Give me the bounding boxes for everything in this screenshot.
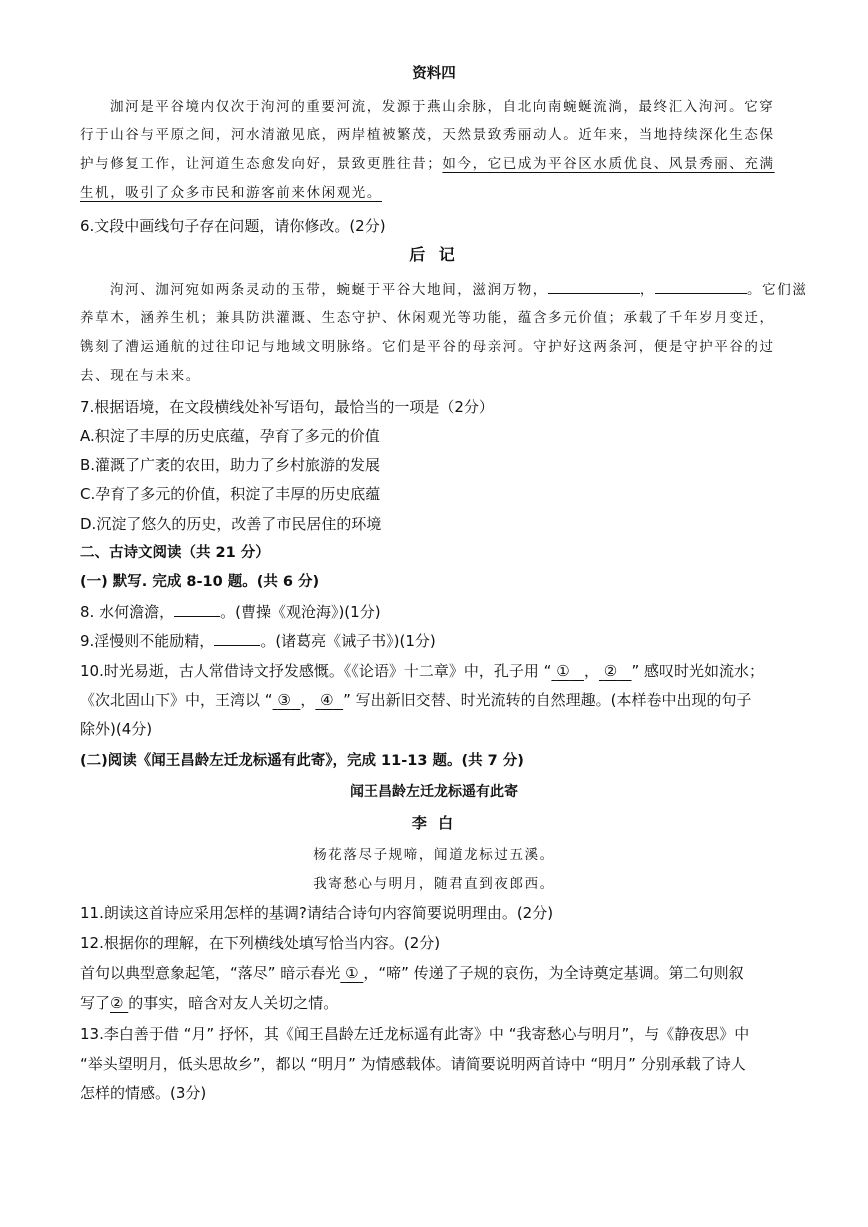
blank-marker: ② [603,662,618,680]
answer-blank-2[interactable] [110,994,128,1012]
section-1-title: (一) 默写. 完成 8-10 题。(共 6 分) [80,574,320,590]
afterword-paragraph-line: 养草木，涵养生机；兼具防洪灌溉、生态守护、休闲观光等功能，蕴含多元价值；承载了千年岁月变迁， [80,310,775,326]
material4-paragraph-line: 行于山谷与平原之间，河水清澈见底，两岸植被繁茂，天然景致秀丽动人。近年来，当地持续深化生态保 [80,127,775,143]
q9-text: 9.淫慢则不能励精， [80,632,215,650]
question-12-stem: 12.根据你的理解，在下列横线处填写恰当内容。(2分) [80,934,441,952]
option-b[interactable]: B.灌溉了广袤的农田，助力了乡村旅游的发展 [80,456,381,474]
q12-text: 的事实，暗含对友人关切之情。 [128,994,339,1012]
q10-text: ” 感叹时光如流水； [631,662,765,680]
blank-marker: ① [556,662,570,680]
q9-text: 。(诸葛亮《诫子书》)(1分) [260,632,436,650]
material4-heading: 资料四 [412,66,456,82]
answer-blank-4[interactable] [315,691,343,709]
answer-blank-3[interactable] [273,691,301,709]
q12-text: ，“啼” 传递了子规的哀伤，为全诗奠定基调。第二句则叙 [363,964,744,982]
answer-blank-1[interactable] [551,662,584,680]
question-7-stem: 7.根据语境，在文段横线处补写语句，最恰当的一项是（2分） [80,398,494,416]
answer-blank-1[interactable] [340,964,363,982]
q12-text: 写了 [80,994,111,1012]
afterword-paragraph-line: 镌刻了漕运通航的过往印记与地域文明脉络。它们是平谷的母亲河。守护好这两条河，便是守护平谷的过 [80,339,775,355]
poem-author: 李 白 [411,814,457,832]
option-a[interactable]: A.积淀了丰厚的历史底蕴，孕育了多元的价值 [80,427,380,445]
q10-text: 《次北固山下》中，王湾以 “ [80,691,273,709]
poem-line-1: 杨花落尽子规啼，闻道龙标过五溪。 [313,847,555,863]
question-13-line: “举头望明月，低头思故乡”，都以 “明月” 为情感载体。请简要说明两首诗中 “明月” 分别承载了诗人 [80,1055,746,1073]
answer-blank[interactable] [174,602,220,617]
poem-title: 闻王昌龄左迁龙标遥有此寄 [350,784,518,800]
afterword-paragraph-line [110,279,820,300]
question-13-line: 13.李白善于借 “月” 抒怀，其《闻王昌龄左迁龙标遥有此寄》中 “我寄愁心与明月”，与《静夜思》中 [80,1025,750,1043]
question-10-line: 除外)(4分) [80,720,153,738]
material4-paragraph-line: 泇河是平谷境内仅次于泃河的重要河流，发源于燕山余脉，自北向南蜿蜒流淌，最终汇入泃河。它穿 [110,99,775,115]
blank-marker: ② [110,994,124,1012]
afterword-text: 泃河、泇河宛如两条灵动的玉带，蜿蜒于平谷大地间，滋润万物， [110,282,548,298]
q10-text: ” 写出新旧交替、时光流转的自然理趣。(本样卷中出现的句子 [343,691,752,709]
q8-text: 8. 水何澹澹， [80,603,175,621]
option-d[interactable]: D.沉淀了悠久的历史，改善了市民居住的环境 [80,515,382,533]
answer-blank[interactable] [214,631,260,646]
question-10-line: 10.时光易逝，古人常借诗文抒发感慨。《《论语》十二章》中，孔子用 “ ① ， ② ” 感叹时光如流水； [80,662,765,680]
question-13-line: 怎样的情感。(3分) [80,1084,207,1102]
option-c[interactable]: C.孕育了多元的价值，积淀了丰厚的历史底蕴 [80,485,381,503]
section-2-title: (二)阅读《闻王昌龄左迁龙标遥有此寄》，完成 11-13 题。(共 7 分) [80,753,524,769]
part2-title: 二、古诗文阅读（共 21 分） [80,545,270,561]
blank-marker: ④ [320,691,334,709]
q8-text: 。(曹操《观沧海》)(1分) [220,603,381,621]
answer-blank[interactable] [548,279,640,294]
q10-text: 10.时光易逝，古人常借诗文抒发感慨。《《论语》十二章》中，孔子用 “ [80,662,552,680]
underlined-sentence: 生机，吸引了众多市民和游客前来休闲观光。 [80,185,382,201]
question-6: 6.文段中画线句子存在问题，请你修改。(2分) [80,217,386,235]
afterword-paragraph-line: 去、现在与未来。 [80,368,201,384]
poem-line-2: 我寄愁心与明月，随君直到夜郎西。 [313,876,555,892]
afterword-text: ， [639,282,656,298]
answer-blank[interactable] [655,279,747,294]
blank-marker: ① [345,964,359,982]
underlined-sentence: 如今，它已成为平谷区水质优良、风景秀丽、充满 [442,156,775,172]
question-12-line [80,993,790,1013]
afterword-text: 。它们滋 [747,282,808,298]
material4-paragraph-line [80,154,790,174]
question-9 [80,631,790,651]
blank-marker: ③ [277,691,291,709]
afterword-heading: 后 记 [409,245,459,264]
question-10-line: 《次北固山下》中，王湾以 “ ③ ， ④ ” 写出新旧交替、时光流转的自然理趣。(本样卷中出现的句子 [80,691,752,709]
question-8 [80,602,790,622]
material4-text: 护与修复工作，让河道生态愈发向好，景致更胜往昔； [80,156,443,172]
q12-text: 首句以典型意象起笔，“落尽” 暗示春光 [80,964,341,982]
question-12-line [80,963,790,983]
answer-blank-2[interactable] [599,662,632,680]
question-11: 11.朗读这首诗应采用怎样的基调?请结合诗句内容简要说明理由。(2分) [80,904,554,922]
material4-paragraph-line [80,183,790,203]
